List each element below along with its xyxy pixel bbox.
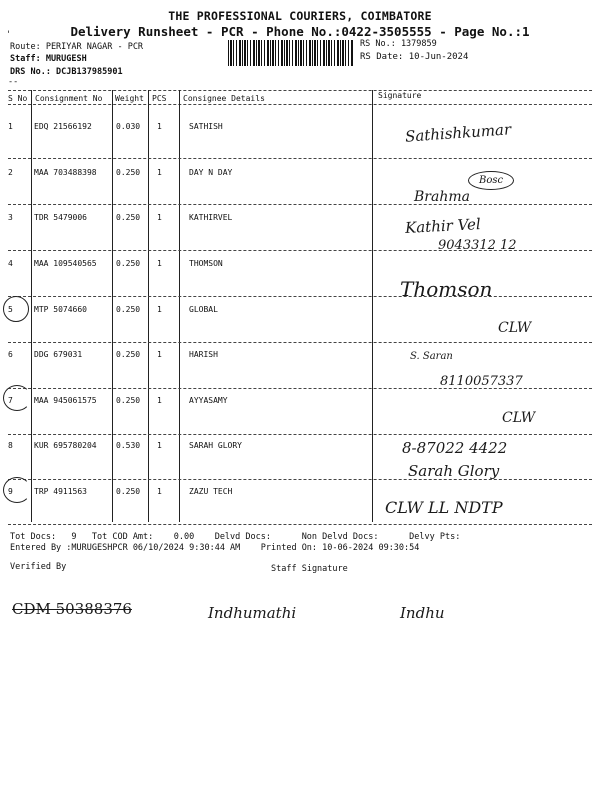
staff-label: Staff: MURUGESH — [10, 54, 87, 64]
row-pcs: 1 — [157, 213, 162, 222]
rs-number: RS No.: 1379859 — [360, 39, 437, 49]
col-consignee: Consignee Details — [183, 94, 265, 103]
company-title: THE PROFESSIONAL COURIERS, COIMBATORE — [168, 9, 432, 23]
row-consignment: MAA 945061575 — [34, 396, 97, 405]
row-weight: 0.250 — [116, 168, 141, 177]
handwritten-signature: S. Saran — [410, 351, 453, 362]
col-sep — [179, 90, 180, 522]
row-pcs: 1 — [157, 487, 162, 496]
row-consignment: TRP 4911563 — [34, 487, 87, 496]
row-consignment: EDQ 21566192 — [34, 122, 92, 131]
sno-circle-mark — [3, 296, 29, 322]
header-bottom-rule — [8, 104, 592, 105]
handwritten-phone: 8110057337 — [440, 374, 523, 389]
row-weight: 0.250 — [116, 487, 141, 496]
row-consignment: DDG 679031 — [34, 350, 83, 359]
col-sep — [112, 90, 113, 522]
col-sep — [31, 90, 32, 522]
col-sno: S No — [8, 94, 28, 103]
row-consignee: AYYASAMY — [189, 396, 228, 405]
row-consignee: SATHISH — [189, 122, 223, 131]
row-sno: 1 — [8, 122, 13, 131]
handwritten-phone: 9043312 12 — [438, 238, 517, 253]
row-sno: 9 — [8, 487, 13, 496]
row-sno: 2 — [8, 168, 13, 177]
row-rule — [8, 204, 592, 205]
row-consignee: DAY N DAY — [189, 168, 233, 177]
row-pcs: 1 — [157, 396, 162, 405]
verified-by-label: Verified By — [10, 562, 67, 572]
row-rule — [8, 296, 592, 297]
row-pcs: 1 — [157, 441, 162, 450]
row-pcs: 1 — [157, 350, 162, 359]
row-rule — [8, 158, 592, 159]
row-pcs: 1 — [157, 168, 162, 177]
row-pcs: 1 — [157, 305, 162, 314]
row-weight: 0.250 — [116, 213, 141, 222]
row-consignment: MAA 109540565 — [34, 259, 97, 268]
row-sno: 8 — [8, 441, 13, 450]
handwritten-circled-note: Bosc — [468, 171, 514, 190]
row-consignment: TDR 5479006 — [34, 213, 87, 222]
row-weight: 0.250 — [116, 396, 141, 405]
tick-mark: ' — [6, 30, 12, 40]
handwritten-signature: Brahma — [414, 189, 470, 205]
row-consignee: KATHIRVEL — [189, 213, 233, 222]
row-rule — [8, 524, 592, 525]
row-weight: 0.250 — [116, 350, 141, 359]
row-pcs: 1 — [157, 259, 162, 268]
row-consignment: KUR 695780204 — [34, 441, 97, 450]
route-label: Route: PERIYAR NAGAR - PCR — [10, 42, 144, 52]
row-consignee: HARISH — [189, 350, 218, 359]
short-dash: -- — [8, 77, 19, 87]
col-signature: Signature — [378, 91, 422, 100]
row-weight: 0.530 — [116, 441, 141, 450]
handwritten-footer-note: CDM 50388376 — [12, 600, 132, 618]
row-sno: 7 — [8, 396, 13, 405]
row-sno: 6 — [8, 350, 13, 359]
handwritten-signature: Sarah Glory — [408, 462, 500, 480]
row-rule — [8, 342, 592, 343]
handwritten-note: CLW LL NDTP — [385, 498, 503, 517]
row-pcs: 1 — [157, 122, 162, 131]
row-consignee: ZAZU TECH — [189, 487, 233, 496]
col-consignment: Consignment No — [35, 94, 103, 103]
runsheet-subtitle: Delivery Runsheet - PCR - Phone No.:0422-3505555 - Page No.:1 — [70, 24, 530, 39]
row-weight: 0.030 — [116, 122, 141, 131]
handwritten-note: CLW — [498, 320, 532, 336]
handwritten-footer-signature: Indhu — [400, 604, 445, 622]
col-pcs: PCS — [152, 94, 167, 103]
row-weight: 0.250 — [116, 305, 141, 314]
handwritten-signature: Thomson — [400, 277, 493, 301]
handwritten-note: CLW — [502, 410, 536, 426]
row-consignment: MTP 5074660 — [34, 305, 87, 314]
row-consignee: THOMSON — [189, 259, 223, 268]
col-sep — [372, 90, 373, 522]
handwritten-signature: Kathir Vel — [404, 215, 482, 237]
handwritten-phone: 8-87022 4422 — [402, 439, 508, 457]
row-consignee: GLOBAL — [189, 305, 218, 314]
barcode — [228, 40, 353, 66]
row-rule — [8, 434, 592, 435]
handwritten-footer-signature: Indhumathi — [208, 604, 297, 622]
row-weight: 0.250 — [116, 259, 141, 268]
header-top-rule — [8, 90, 592, 91]
staff-signature-label: Staff Signature — [271, 564, 348, 574]
row-sno: 5 — [8, 305, 13, 314]
row-sno: 3 — [8, 213, 13, 222]
col-weight: Weight — [115, 94, 144, 103]
row-consignee: SARAH GLORY — [189, 441, 242, 450]
handwritten-signature: Sathishkumar — [404, 120, 512, 146]
row-sno: 4 — [8, 259, 13, 268]
totals-line: Tot Docs: 9 Tot COD Amt: 0.00 Delvd Docs: Non Delvd Docs: Delvy Pts: — [10, 532, 461, 542]
drs-number: DRS No.: DCJB137985901 — [10, 67, 123, 77]
col-sep — [148, 90, 149, 522]
rs-date: RS Date: 10-Jun-2024 — [360, 52, 469, 62]
row-consignment: MAA 703488398 — [34, 168, 97, 177]
row-rule — [8, 479, 592, 480]
entered-by-line: Entered By :MURUGESHPCR 06/10/2024 9:30:44 AM Printed On: 10-06-2024 09:30:54 — [10, 543, 420, 553]
